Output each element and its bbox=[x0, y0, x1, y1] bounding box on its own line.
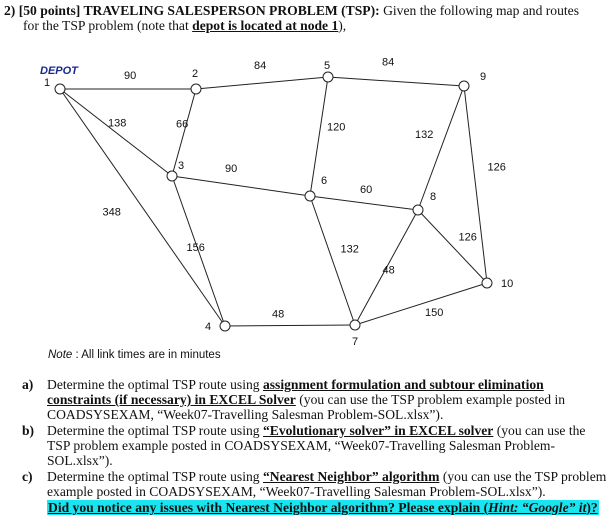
qc-l1c: (you can use the TSP problem bbox=[439, 469, 607, 484]
question-a-label: a) bbox=[22, 377, 34, 392]
qa-l2a: constraints (if necessary) in EXCEL Solver bbox=[47, 392, 296, 407]
node-label-3: 3 bbox=[178, 160, 185, 172]
node-2 bbox=[191, 84, 201, 94]
question-b-label: b) bbox=[22, 423, 35, 438]
node-9 bbox=[459, 81, 469, 91]
edge-5-9 bbox=[328, 77, 464, 86]
depot-note: depot is located at node 1 bbox=[192, 18, 339, 33]
question-b-line2: TSP problem example posted in COADSYSEXAM, “Week07-Travelling Salesman Problem- bbox=[47, 438, 555, 453]
qa-l1a: Determine the optimal TSP route using bbox=[47, 377, 263, 392]
depot-label: DEPOT bbox=[40, 65, 78, 77]
edge-weight-7-10: 150 bbox=[425, 307, 444, 319]
question-a-line2 bbox=[47, 392, 565, 407]
question-c-line1 bbox=[47, 469, 606, 484]
node-label-2: 2 bbox=[192, 68, 199, 80]
edge-1-3 bbox=[60, 89, 172, 176]
edge-9-8 bbox=[418, 86, 464, 210]
qc-l3c: )? bbox=[586, 500, 598, 515]
highlighted-question bbox=[47, 500, 599, 515]
edge-6-7 bbox=[310, 196, 355, 325]
question-c-line3 bbox=[47, 500, 599, 515]
node-8 bbox=[413, 205, 423, 215]
edge-weight-1-3: 138 bbox=[108, 117, 127, 130]
note-prefix: Note bbox=[48, 349, 73, 361]
qc-l1b: “Nearest Neighbor” algorithm bbox=[262, 469, 440, 484]
problem-title: [50 points] TRAVELING SALESPERSON PROBLEM (TSP): bbox=[18, 3, 380, 18]
problem-number: 2) bbox=[4, 3, 16, 18]
question-a-line1 bbox=[47, 377, 544, 392]
header-text-2b: ), bbox=[338, 18, 347, 33]
node-label-5: 5 bbox=[324, 60, 331, 72]
map-note bbox=[48, 349, 221, 361]
edge-layer bbox=[60, 77, 487, 326]
note-text: : All link times are in minutes bbox=[72, 349, 221, 361]
edge-1-4 bbox=[60, 89, 225, 326]
qb-l1a: Determine the optimal TSP route using bbox=[47, 423, 263, 438]
edge-weight-3-6: 90 bbox=[225, 163, 238, 175]
edge-weight-1-2: 90 bbox=[124, 70, 137, 82]
qc-l3a: Did you notice any issues with Nearest Neighbor algorithm? Please explain ( bbox=[48, 500, 489, 515]
node-label-4: 4 bbox=[205, 321, 212, 333]
edge-3-6 bbox=[172, 176, 310, 196]
edge-weight-5-9: 84 bbox=[382, 56, 395, 69]
edge-weight-3-4: 156 bbox=[186, 242, 205, 254]
edge-weight-1-4: 348 bbox=[102, 206, 121, 219]
node-label-8: 8 bbox=[430, 191, 437, 203]
qb-l1c: (you can use the bbox=[493, 423, 586, 438]
node-label-7: 7 bbox=[352, 336, 359, 348]
edge-weight-9-8: 132 bbox=[415, 129, 434, 141]
qc-l1a: Determine the optimal TSP route using bbox=[47, 469, 263, 484]
node-label-10: 10 bbox=[501, 278, 514, 290]
question-b-line1 bbox=[47, 423, 585, 438]
edge-weight-2-5: 84 bbox=[254, 60, 267, 72]
qc-hint: Hint: “Google” it bbox=[488, 500, 587, 515]
node-6 bbox=[305, 191, 315, 201]
node-label-6: 6 bbox=[321, 175, 328, 187]
node-5 bbox=[323, 72, 333, 82]
edge-weight-2-3: 66 bbox=[176, 118, 189, 131]
question-a-line3: COADSYSEXAM, “Week07-Travelling Salesman Problem-SOL.xlsx”). bbox=[47, 407, 444, 422]
header-text-2a: for the TSP problem (note that bbox=[23, 18, 193, 33]
edge-9-10 bbox=[464, 86, 487, 283]
header-text-1: Given the following map and routes bbox=[379, 3, 580, 18]
node-label-1: 1 bbox=[44, 77, 51, 89]
node-4 bbox=[220, 321, 230, 331]
edge-weight-6-8: 60 bbox=[360, 184, 373, 196]
node-7 bbox=[350, 320, 360, 330]
node-3 bbox=[167, 171, 177, 181]
node-1 bbox=[55, 84, 65, 94]
edge-weight-5-6: 120 bbox=[327, 121, 346, 134]
edge-6-8 bbox=[310, 196, 418, 210]
question-c-label: c) bbox=[22, 469, 33, 484]
edge-2-5 bbox=[196, 77, 328, 89]
node-label-9: 9 bbox=[480, 71, 487, 83]
edge-weight-6-7: 132 bbox=[340, 243, 359, 256]
qa-l2b: (you can use the TSP problem example posted in bbox=[295, 392, 566, 407]
node-layer bbox=[44, 60, 513, 348]
question-c-line2: example posted in COADSYSEXAM, “Week07-Travelling Salesman Problem-SOL.xlsx”). bbox=[47, 484, 546, 499]
weight-labels bbox=[103, 57, 506, 321]
edge-weight-4-7: 48 bbox=[272, 308, 285, 321]
edge-4-7 bbox=[225, 325, 355, 326]
edge-weight-8-10: 126 bbox=[458, 231, 477, 244]
qb-l1b: “Evolutionary solver” in EXCEL solver bbox=[262, 423, 494, 438]
question-b-line3: SOL.xlsx”). bbox=[47, 453, 113, 468]
edge-weight-8-7: 48 bbox=[382, 264, 395, 277]
edge-weight-9-10: 126 bbox=[487, 161, 506, 174]
edge-8-10 bbox=[418, 210, 487, 283]
node-10 bbox=[482, 278, 492, 288]
qa-l1b: assignment formulation and subtour elimination bbox=[262, 377, 544, 392]
